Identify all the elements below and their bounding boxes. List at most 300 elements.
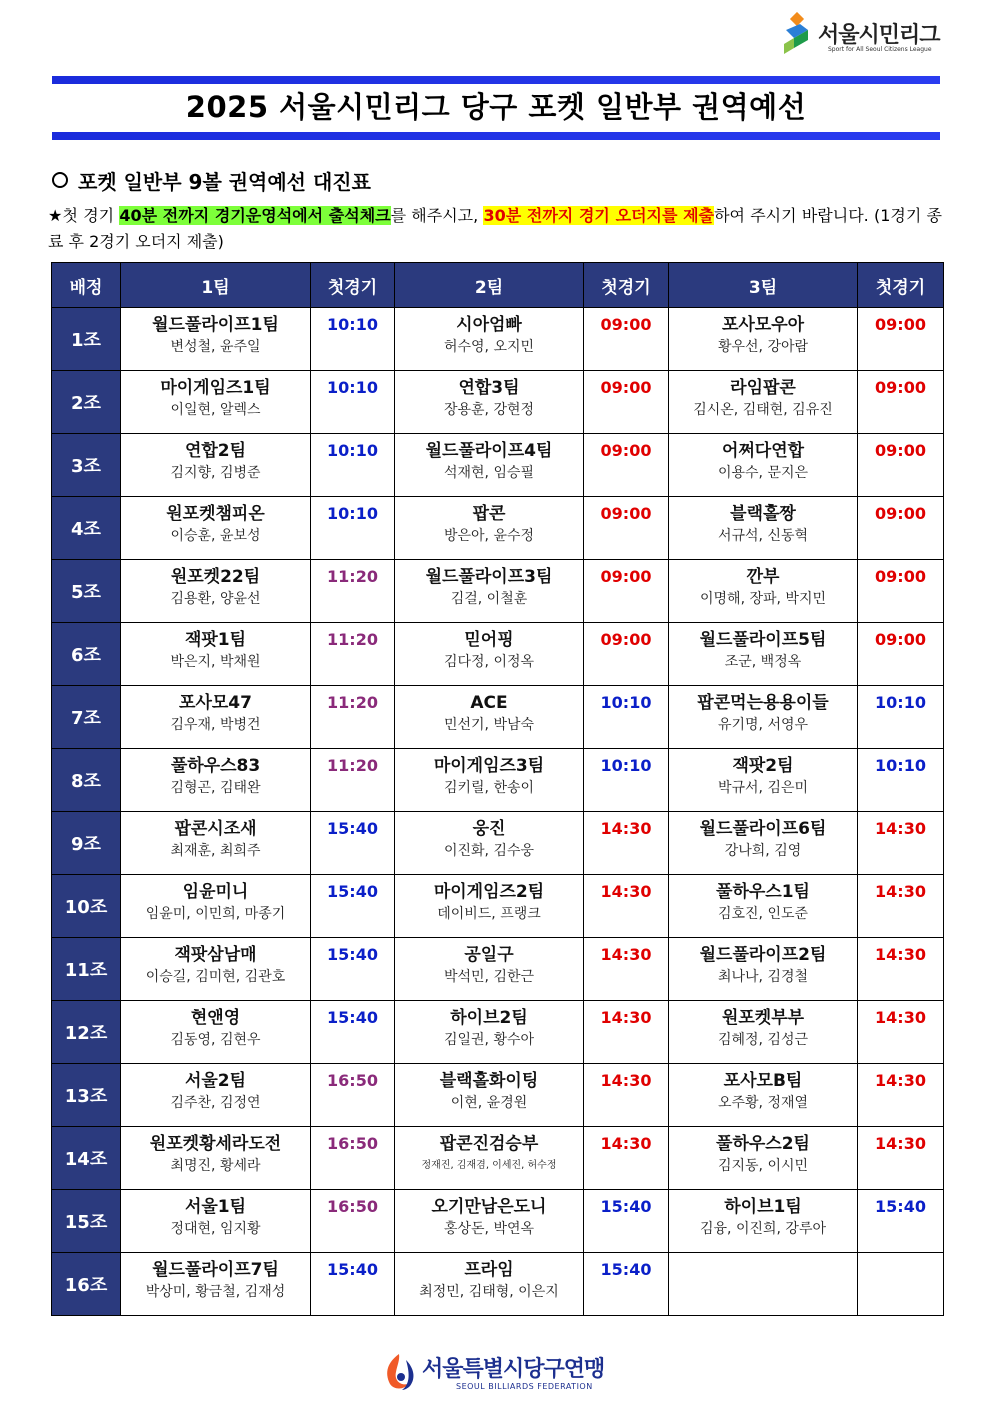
first-match-time: 16:50 <box>327 1071 378 1090</box>
notice-part-3: 하여 주시기 바랍니다. (1경기 종료 후 2경기 오더지 제출) <box>48 206 942 251</box>
first-match-time-cell <box>584 749 669 812</box>
team-players: 이명해, 장파, 박지민 <box>700 591 826 607</box>
team-name: 포사모우아 <box>721 315 805 335</box>
team-name: 서울1팀 <box>184 1197 247 1217</box>
first-match-time: 14:30 <box>875 882 926 901</box>
team-name: 잭팟2팀 <box>732 756 794 776</box>
team-players: 조군, 백정옥 <box>724 654 802 670</box>
first-match-time-cell <box>311 308 395 371</box>
team-name: 월드풀라이프5팀 <box>699 630 827 650</box>
team-name: 시아엄빠 <box>456 315 522 335</box>
first-match-time: 14:30 <box>875 819 926 838</box>
team-cell <box>395 371 584 434</box>
team-cell <box>121 1064 311 1127</box>
first-match-time-cell <box>584 434 669 497</box>
table-row <box>52 560 944 623</box>
notice-highlight-attendance: 40분 전까지 경기운영석에서 출석체크 <box>119 206 391 225</box>
first-match-time-cell <box>584 875 669 938</box>
first-match-time-cell <box>858 875 944 938</box>
team-cell <box>669 1190 858 1253</box>
team-cell <box>395 1127 584 1190</box>
first-match-time: 14:30 <box>875 1008 926 1027</box>
first-match-time: 15:40 <box>327 819 378 838</box>
team-name: 포사모47 <box>179 693 252 713</box>
team-name: 어쩌다연합 <box>721 441 805 461</box>
team-players: 방은아, 윤수정 <box>443 528 535 544</box>
team-players: 허수영, 오지민 <box>443 339 535 355</box>
team-name: 믿어핑 <box>464 630 514 650</box>
group-label: 2조 <box>52 371 121 434</box>
team-cell <box>395 1064 584 1127</box>
team-cell <box>395 560 584 623</box>
team-name: 원포켓22팀 <box>170 567 261 587</box>
team-name: 하이브2팀 <box>450 1008 528 1028</box>
team-cell <box>395 497 584 560</box>
team-cell <box>669 686 858 749</box>
team-cell <box>121 812 311 875</box>
team-players: 김동영, 김현우 <box>170 1032 261 1048</box>
team-players: 김호진, 인도준 <box>717 906 809 922</box>
team-players: 석재현, 임승필 <box>443 465 535 481</box>
team-name: 잭팟삼남매 <box>174 945 257 965</box>
first-match-time-cell <box>311 938 395 1001</box>
team-cell <box>395 875 584 938</box>
first-match-time-cell <box>858 434 944 497</box>
team-cell <box>121 749 311 812</box>
first-match-time: 09:00 <box>600 441 652 460</box>
team-name: 연합3팀 <box>458 378 520 398</box>
first-match-time-cell <box>584 497 669 560</box>
first-match-time: 09:00 <box>875 315 926 334</box>
team-players: 민선기, 박남숙 <box>443 717 535 733</box>
team-cell <box>669 1001 858 1064</box>
team-players: 이현, 윤경원 <box>450 1095 528 1111</box>
team-players: 이승길, 김미현, 김관호 <box>145 969 286 985</box>
table-row <box>52 1190 944 1253</box>
first-match-time: 10:10 <box>327 441 378 460</box>
team-players: 최나나, 김경철 <box>717 969 809 985</box>
team-name: 월드풀라이프2팀 <box>699 945 827 965</box>
notice-part-2: 를 해주시고, <box>390 206 484 225</box>
first-match-time-cell <box>858 560 944 623</box>
group-label: 14조 <box>52 1127 121 1190</box>
group-label: 6조 <box>52 623 121 686</box>
first-match-time: 15:40 <box>327 945 378 964</box>
first-match-time-cell <box>858 1001 944 1064</box>
first-match-time-cell <box>584 812 669 875</box>
league-emblem-icon <box>780 12 814 58</box>
team-players: 김용환, 양윤선 <box>170 591 261 607</box>
team-players: 유기명, 서영우 <box>717 717 809 733</box>
first-match-time: 14:30 <box>600 1008 652 1027</box>
team-cell <box>121 875 311 938</box>
first-match-time-cell <box>311 749 395 812</box>
group-label: 8조 <box>52 749 121 812</box>
team-players: 김지동, 이시민 <box>717 1158 809 1174</box>
team-cell <box>669 434 858 497</box>
first-match-time: 11:20 <box>327 630 378 649</box>
team-cell <box>121 686 311 749</box>
first-match-time-cell <box>584 1064 669 1127</box>
group-label: 4조 <box>52 497 121 560</box>
team-cell <box>121 1127 311 1190</box>
group-label: 9조 <box>52 812 121 875</box>
team-players: 이승훈, 윤보성 <box>170 528 261 544</box>
header-first-match-1: 첫경기 <box>311 263 395 308</box>
team-name: 원포켓황세라도전 <box>149 1134 282 1154</box>
first-match-time-cell <box>858 812 944 875</box>
table-row <box>52 497 944 560</box>
team-cell <box>669 371 858 434</box>
first-match-time-cell <box>584 686 669 749</box>
table-row <box>52 938 944 1001</box>
first-match-time: 11:20 <box>327 567 378 586</box>
first-match-time-cell <box>311 686 395 749</box>
first-match-time: 14:30 <box>600 1071 652 1090</box>
team-players: 김우재, 박병건 <box>170 717 261 733</box>
group-label: 11조 <box>52 938 121 1001</box>
first-match-time: 09:00 <box>600 630 652 649</box>
first-match-time-cell <box>858 371 944 434</box>
team-name: 마이게임즈2팀 <box>433 882 545 902</box>
first-match-time: 14:30 <box>600 945 652 964</box>
team-cell <box>395 308 584 371</box>
team-players: 강나희, 김영 <box>724 843 802 859</box>
notice-part-1: 첫 경기 <box>62 206 120 225</box>
team-name: 팝콘시조새 <box>174 819 257 839</box>
table-row <box>52 875 944 938</box>
first-match-time: 10:10 <box>327 504 378 523</box>
team-cell <box>121 371 311 434</box>
team-name: 풀하우스83 <box>170 756 261 776</box>
team-players: 김융, 이진희, 강루아 <box>700 1221 826 1237</box>
first-match-time: 09:00 <box>875 630 926 649</box>
team-players: 황우선, 강아람 <box>717 339 809 355</box>
first-match-time-cell <box>858 749 944 812</box>
first-match-time: 14:30 <box>875 945 926 964</box>
first-match-time-cell <box>311 1001 395 1064</box>
team-cell <box>121 1190 311 1253</box>
table-row <box>52 1253 944 1316</box>
first-match-time-cell <box>311 497 395 560</box>
team-name: 팝콘먹는용용이들 <box>697 693 829 713</box>
group-label: 15조 <box>52 1190 121 1253</box>
circle-bullet-icon <box>52 172 68 188</box>
team-players: 김형곤, 김태완 <box>170 780 261 796</box>
table-row <box>52 434 944 497</box>
title-bar-top <box>52 76 940 84</box>
team-cell <box>395 812 584 875</box>
first-match-time-cell <box>858 1190 944 1253</box>
team-players: 박석민, 김한근 <box>443 969 535 985</box>
table-row <box>52 686 944 749</box>
team-name: 프라임 <box>464 1260 514 1280</box>
team-players: 김혜정, 김성근 <box>717 1032 809 1048</box>
section-heading-text: 포켓 일반부 9볼 권역예선 대진표 <box>78 170 371 194</box>
first-match-time-cell <box>858 1127 944 1190</box>
first-match-time-cell <box>858 308 944 371</box>
league-logo-name: 서울시민리그 <box>818 23 940 48</box>
team-players: 이진화, 김수웅 <box>443 843 535 859</box>
first-match-time-cell <box>584 1253 669 1316</box>
group-label: 5조 <box>52 560 121 623</box>
team-name: 마이게임즈3팀 <box>433 756 545 776</box>
first-match-time-cell <box>311 434 395 497</box>
team-cell <box>395 686 584 749</box>
first-match-time: 09:00 <box>875 567 926 586</box>
team-players: 김시온, 김태현, 김유진 <box>693 402 833 418</box>
table-row <box>52 623 944 686</box>
team-cell <box>395 1001 584 1064</box>
team-name: 팝콘 <box>472 504 506 524</box>
team-players: 박규서, 김은미 <box>717 780 809 796</box>
first-match-time: 15:40 <box>327 1008 378 1027</box>
first-match-time-cell <box>858 623 944 686</box>
team-cell <box>395 434 584 497</box>
first-match-time: 15:40 <box>600 1197 652 1216</box>
team-name: 연합2팀 <box>184 441 247 461</box>
header-team-1: 1팀 <box>121 263 311 308</box>
team-cell <box>395 1190 584 1253</box>
first-match-time: 11:20 <box>327 693 378 712</box>
first-match-time-cell <box>311 812 395 875</box>
team-name: 블랙홀짱 <box>730 504 796 524</box>
first-match-time: 10:10 <box>327 378 378 397</box>
first-match-time-cell <box>584 1127 669 1190</box>
first-match-time: 10:10 <box>327 315 378 334</box>
first-match-time: 09:00 <box>600 504 652 523</box>
table-header-row <box>52 263 944 308</box>
first-match-time: 14:30 <box>875 1134 926 1153</box>
team-players: 박상미, 황금철, 김재성 <box>145 1284 286 1300</box>
team-cell <box>395 749 584 812</box>
team-cell <box>121 1001 311 1064</box>
group-label: 16조 <box>52 1253 121 1316</box>
group-label: 10조 <box>52 875 121 938</box>
first-match-time: 10:10 <box>600 693 652 712</box>
team-name: 라임팝콘 <box>730 378 796 398</box>
team-name: 팝콘진검승부 <box>439 1134 539 1154</box>
table-row <box>52 812 944 875</box>
first-match-time-cell <box>584 623 669 686</box>
first-match-time-cell <box>311 1127 395 1190</box>
team-players: 김지향, 김병준 <box>170 465 261 481</box>
team-cell <box>669 875 858 938</box>
team-cell <box>669 623 858 686</box>
team-players: 최정민, 김태형, 이은지 <box>419 1284 559 1300</box>
team-players: 정재진, 김재겸, 이세진, 허수정 <box>421 1160 557 1171</box>
team-cell <box>669 812 858 875</box>
table-row <box>52 308 944 371</box>
team-players: 이용수, 문지은 <box>717 465 809 481</box>
group-label: 3조 <box>52 434 121 497</box>
team-cell <box>669 497 858 560</box>
team-players: 정대현, 임지황 <box>170 1221 261 1237</box>
federation-name: 서울특별시당구연맹 <box>422 1357 605 1382</box>
title-bar-bottom <box>52 132 940 140</box>
team-players: 박은지, 박채원 <box>170 654 261 670</box>
team-players: 오주황, 정재열 <box>717 1095 809 1111</box>
team-cell <box>395 1253 584 1316</box>
team-players: 김다정, 이정옥 <box>443 654 535 670</box>
team-cell <box>121 308 311 371</box>
seoul-billiards-federation-logo <box>380 1348 620 1396</box>
first-match-time: 09:00 <box>600 378 652 397</box>
team-name: 마이게임즈1팀 <box>160 378 271 398</box>
group-label: 1조 <box>52 308 121 371</box>
seoul-citizens-league-logo <box>780 12 950 62</box>
team-cell <box>395 623 584 686</box>
group-label: 13조 <box>52 1064 121 1127</box>
team-name: 풀하우스1팀 <box>716 882 810 902</box>
first-match-time: 15:40 <box>327 1260 378 1279</box>
first-match-time-cell <box>584 938 669 1001</box>
team-name: 포사모B팀 <box>723 1071 803 1091</box>
first-match-time-cell <box>311 1190 395 1253</box>
first-match-time: 14:30 <box>600 1134 652 1153</box>
team-name: 원포켓부부 <box>721 1008 805 1028</box>
team-cell <box>121 434 311 497</box>
header-first-match-3: 첫경기 <box>858 263 944 308</box>
team-cell <box>669 1253 858 1316</box>
team-name: 월드풀라이프6팀 <box>699 819 827 839</box>
team-name: 월드풀라이프1팀 <box>152 315 279 335</box>
first-match-time: 09:00 <box>600 567 652 586</box>
bracket-table <box>51 262 944 1316</box>
team-cell <box>669 1064 858 1127</box>
first-match-time-cell <box>311 560 395 623</box>
team-players: 임윤미, 이민희, 마종기 <box>145 906 286 922</box>
star-icon: ★ <box>48 206 63 225</box>
team-name: 오기만남은도니 <box>431 1197 547 1217</box>
table-row <box>52 749 944 812</box>
team-cell <box>669 938 858 1001</box>
team-name: 공일구 <box>464 945 514 965</box>
header-team-3: 3팀 <box>669 263 858 308</box>
header-first-match-2: 첫경기 <box>584 263 669 308</box>
first-match-time-cell <box>858 497 944 560</box>
first-match-time: 14:30 <box>875 1071 926 1090</box>
team-cell <box>121 560 311 623</box>
team-name: 임윤미니 <box>182 882 249 902</box>
first-match-time-cell <box>311 1253 395 1316</box>
first-match-time-cell <box>584 1190 669 1253</box>
team-name: 웅진 <box>472 819 506 839</box>
league-logo-subtitle: Sport for All Seoul Citizens League <box>828 46 932 53</box>
first-match-time-cell <box>584 308 669 371</box>
team-cell <box>121 623 311 686</box>
first-match-time: 10:10 <box>600 756 652 775</box>
table-row <box>52 1127 944 1190</box>
team-name <box>669 1258 857 1282</box>
first-match-time-cell <box>311 1064 395 1127</box>
first-match-time: 15:40 <box>875 1197 926 1216</box>
first-match-time-cell <box>584 1001 669 1064</box>
first-match-time-cell <box>858 1253 944 1316</box>
section-heading <box>52 166 371 195</box>
first-match-time: 10:10 <box>875 693 926 712</box>
team-players: 변성철, 윤주일 <box>170 339 261 355</box>
team-name: 블랙홀화이팅 <box>439 1071 539 1091</box>
first-match-time-cell <box>311 371 395 434</box>
table-row <box>52 1001 944 1064</box>
team-cell <box>121 938 311 1001</box>
team-name: ACE <box>470 693 508 713</box>
team-cell <box>669 308 858 371</box>
first-match-time: 09:00 <box>875 504 926 523</box>
page-title: 2025 서울시민리그 당구 포켓 일반부 권역예선 <box>185 90 807 124</box>
team-name: 월드풀라이프4팀 <box>425 441 553 461</box>
first-match-time: 11:20 <box>327 756 378 775</box>
header-group: 배정 <box>52 263 121 308</box>
team-players: 장용훈, 강현정 <box>443 402 535 418</box>
federation-subtitle: SEOUL BILLIARDS FEDERATION <box>456 1382 593 1391</box>
table-row <box>52 1064 944 1127</box>
first-match-time-cell <box>858 938 944 1001</box>
team-players: 김일권, 황수아 <box>443 1032 535 1048</box>
header-team-2: 2팀 <box>395 263 584 308</box>
team-name: 풀하우스2팀 <box>716 1134 810 1154</box>
team-cell <box>669 560 858 623</box>
team-name: 현앤영 <box>190 1008 241 1028</box>
notice-text <box>48 203 942 255</box>
first-match-time-cell <box>858 686 944 749</box>
team-cell <box>669 749 858 812</box>
first-match-time: 14:30 <box>600 819 652 838</box>
team-cell <box>669 1127 858 1190</box>
team-players: 김주찬, 김정연 <box>170 1095 261 1111</box>
first-match-time: 09:00 <box>600 315 652 334</box>
first-match-time-cell <box>858 1064 944 1127</box>
team-cell <box>121 1253 311 1316</box>
group-label: 12조 <box>52 1001 121 1064</box>
team-name: 월드풀라이프7팀 <box>152 1260 279 1280</box>
team-players: 홍상돈, 박연옥 <box>443 1221 535 1237</box>
first-match-time: 15:40 <box>327 882 378 901</box>
team-players: 김키릴, 한송이 <box>443 780 535 796</box>
first-match-time: 16:50 <box>327 1134 378 1153</box>
team-cell <box>395 938 584 1001</box>
first-match-time: 16:50 <box>327 1197 378 1216</box>
team-name: 잭팟1팀 <box>184 630 247 650</box>
notice-highlight-order-sheet: 30분 전까지 경기 오더지를 제출 <box>483 206 715 225</box>
team-players: 이일현, 알렉스 <box>170 402 261 418</box>
first-match-time-cell <box>584 371 669 434</box>
team-players: 데이비드, 프랭크 <box>437 906 541 922</box>
team-players: 최명진, 황세라 <box>170 1158 261 1174</box>
team-name: 하이브1팀 <box>724 1197 802 1217</box>
team-name: 월드풀라이프3팀 <box>425 567 553 587</box>
team-cell <box>121 497 311 560</box>
team-players: 최재훈, 최희주 <box>170 843 261 859</box>
first-match-time-cell <box>311 623 395 686</box>
first-match-time-cell <box>584 560 669 623</box>
first-match-time: 10:10 <box>875 756 926 775</box>
team-players: 서규석, 신동혁 <box>717 528 809 544</box>
first-match-time: 14:30 <box>600 882 652 901</box>
first-match-time: 09:00 <box>875 441 926 460</box>
first-match-time: 15:40 <box>600 1260 652 1279</box>
federation-emblem-icon <box>380 1350 418 1392</box>
team-players: 김걸, 이철훈 <box>450 591 528 607</box>
first-match-time: 09:00 <box>875 378 926 397</box>
team-name: 서울2팀 <box>184 1071 247 1091</box>
team-name: 원포켓챔피온 <box>166 504 265 524</box>
first-match-time-cell <box>311 875 395 938</box>
group-label: 7조 <box>52 686 121 749</box>
table-row <box>52 371 944 434</box>
team-name: 깐부 <box>746 567 780 587</box>
